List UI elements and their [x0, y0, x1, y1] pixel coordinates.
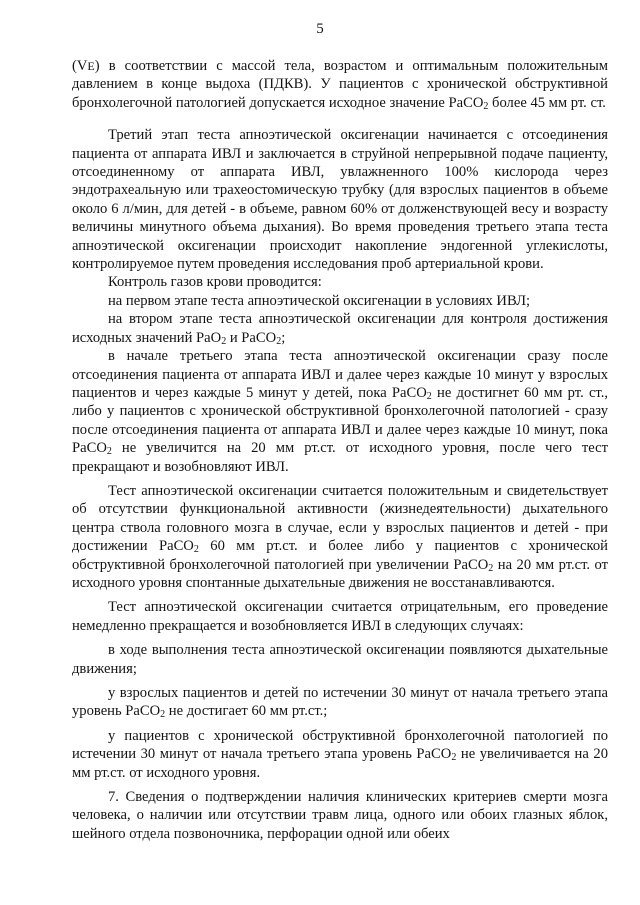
text-segment: ;: [281, 329, 286, 346]
text-segment: более 45 мм рт. ст.: [488, 94, 606, 111]
text-segment: Тест апноэтической оксигенации считается отрицательным, его проведение немедленно прекращается и возобновляется ИВЛ в следующих случаях:: [72, 599, 608, 634]
paragraph-third-stage: [72, 126, 608, 273]
page-number: 5: [316, 21, 324, 37]
list-item-third-stage: [72, 347, 608, 476]
subscript: 2: [276, 335, 282, 347]
subscript: 2: [426, 390, 432, 402]
text-segment: E: [87, 59, 95, 73]
text-segment: не увеличится на 20 мм рт.ст. от исходного уровня, после чего тест прекращают и возобновляют ИВЛ.: [72, 440, 608, 475]
text-segment: Контроль газов крови проводится:: [108, 274, 322, 291]
text-segment: на первом этапе теста апноэтической оксигенации в условиях ИВЛ;: [108, 292, 531, 309]
text-segment: в ходе выполнения теста апноэтической оксигенации появляются дыхательные движения;: [72, 642, 608, 677]
text-segment: у пациентов с хронической обструктивной бронхолегочной патологией по истечении 30 минут от начала третьего этапа уровень PaCO: [72, 727, 608, 763]
paragraph-ventilation-pressure: [72, 57, 608, 112]
document-body: [72, 57, 608, 843]
subscript: 2: [488, 562, 494, 574]
paragraph-section-7: [72, 788, 608, 843]
text-segment: 7. Сведения о подтверждении наличия клинических критериев смерти мозга человека, о наличии или отсутствии травм лица, одного или обоих глазных яблок, шейного отдела позвоночника, перфорации одной или обеих: [72, 789, 608, 842]
text-segment: на втором этапе теста апноэтической оксигенации для контроля достижения исходных значений PaO: [72, 311, 608, 346]
subscript: 2: [193, 544, 199, 556]
list-item-breathing-movements: [72, 641, 608, 678]
text-segment: не увеличивается на 20 мм рт.ст. от исходного уровня.: [72, 746, 609, 781]
subscript: 2: [160, 709, 166, 721]
text-segment: Третий этап теста апноэтической оксигенации начинается с отсоединения пациента от аппарата ИВЛ и заключается в струйной непрерывной подаче пациенту, отсоединенному от аппарата ИВЛ, увлажненного 100% кислорода через эндотрахеальную или трахеостомическую трубку (для взрослых пациентов в объеме около 6 л/мин, для детей - в объеме, равном 60% от долженствующей весу и возрасту величины минутного объема дыхания). Во время проведения третьего этапа теста апноэтической оксигенации происходит накопление эндогенной углекислоты, контролируемое путем проведения исследования проб артериальной крови.: [72, 127, 608, 273]
subscript: 2: [106, 446, 112, 458]
text-segment: (V: [72, 58, 88, 74]
subscript: 2: [483, 100, 489, 112]
paragraph-test-positive: [72, 482, 608, 592]
text-segment: на 20 мм рт.ст. от исходного уровня спонтанные дыхательные движения не восстанавливаются.: [72, 556, 609, 591]
paragraph-blood-gas-control: [72, 273, 608, 291]
text-segment: 60 мм рт.ст. и более либо у пациентов с хронической обструктивной бронхолегочной патологией при увеличении PaCO: [72, 538, 608, 573]
text-segment: Тест апноэтической оксигенации считается положительным и свидетельствует об отсутствии функциональной активности (жизнедеятельности) дыхательного центра ствола головного мозга в случае, если у взрослых пациентов и детей - при достижении PaCO: [72, 482, 608, 555]
text-segment: ) в соответствии с массой тела, возрастом и оптимальным положительным давлением в конце выдоха (ПДКВ). У пациентов с хронической обструктивной бронхолегочной патологией допускается исходное значение PaCO: [72, 58, 608, 111]
text-segment: в начале третьего этапа теста апноэтической оксигенации сразу после отсоединения пациента от аппарата ИВЛ и далее через каждые 10 минут у взрослых пациентов и через каждые 5 минут у детей, пока PaCO: [72, 348, 608, 401]
text-segment: не достигает 60 мм рт.ст.;: [165, 703, 328, 720]
text-segment: и PaCO: [226, 329, 277, 346]
subscript: 2: [451, 752, 457, 764]
paragraph-test-negative: [72, 598, 608, 635]
subscript: 2: [221, 335, 227, 347]
list-item-second-stage: [72, 310, 608, 347]
list-item-chronic-patients: [72, 727, 608, 782]
list-item-first-stage: [72, 292, 608, 310]
list-item-adults-children: [72, 684, 608, 721]
text-segment: не достигнет 60 мм рт. ст., либо у пациентов с хронической обструктивной бронхолегочной патологией - сразу после отсоединения пациента от аппарата ИВЛ и далее через каждые 10 минут, пока PaCO: [72, 384, 608, 457]
text-segment: у взрослых пациентов и детей по истечении 30 минут от начала третьего этапа уровень PaCO: [72, 685, 608, 720]
